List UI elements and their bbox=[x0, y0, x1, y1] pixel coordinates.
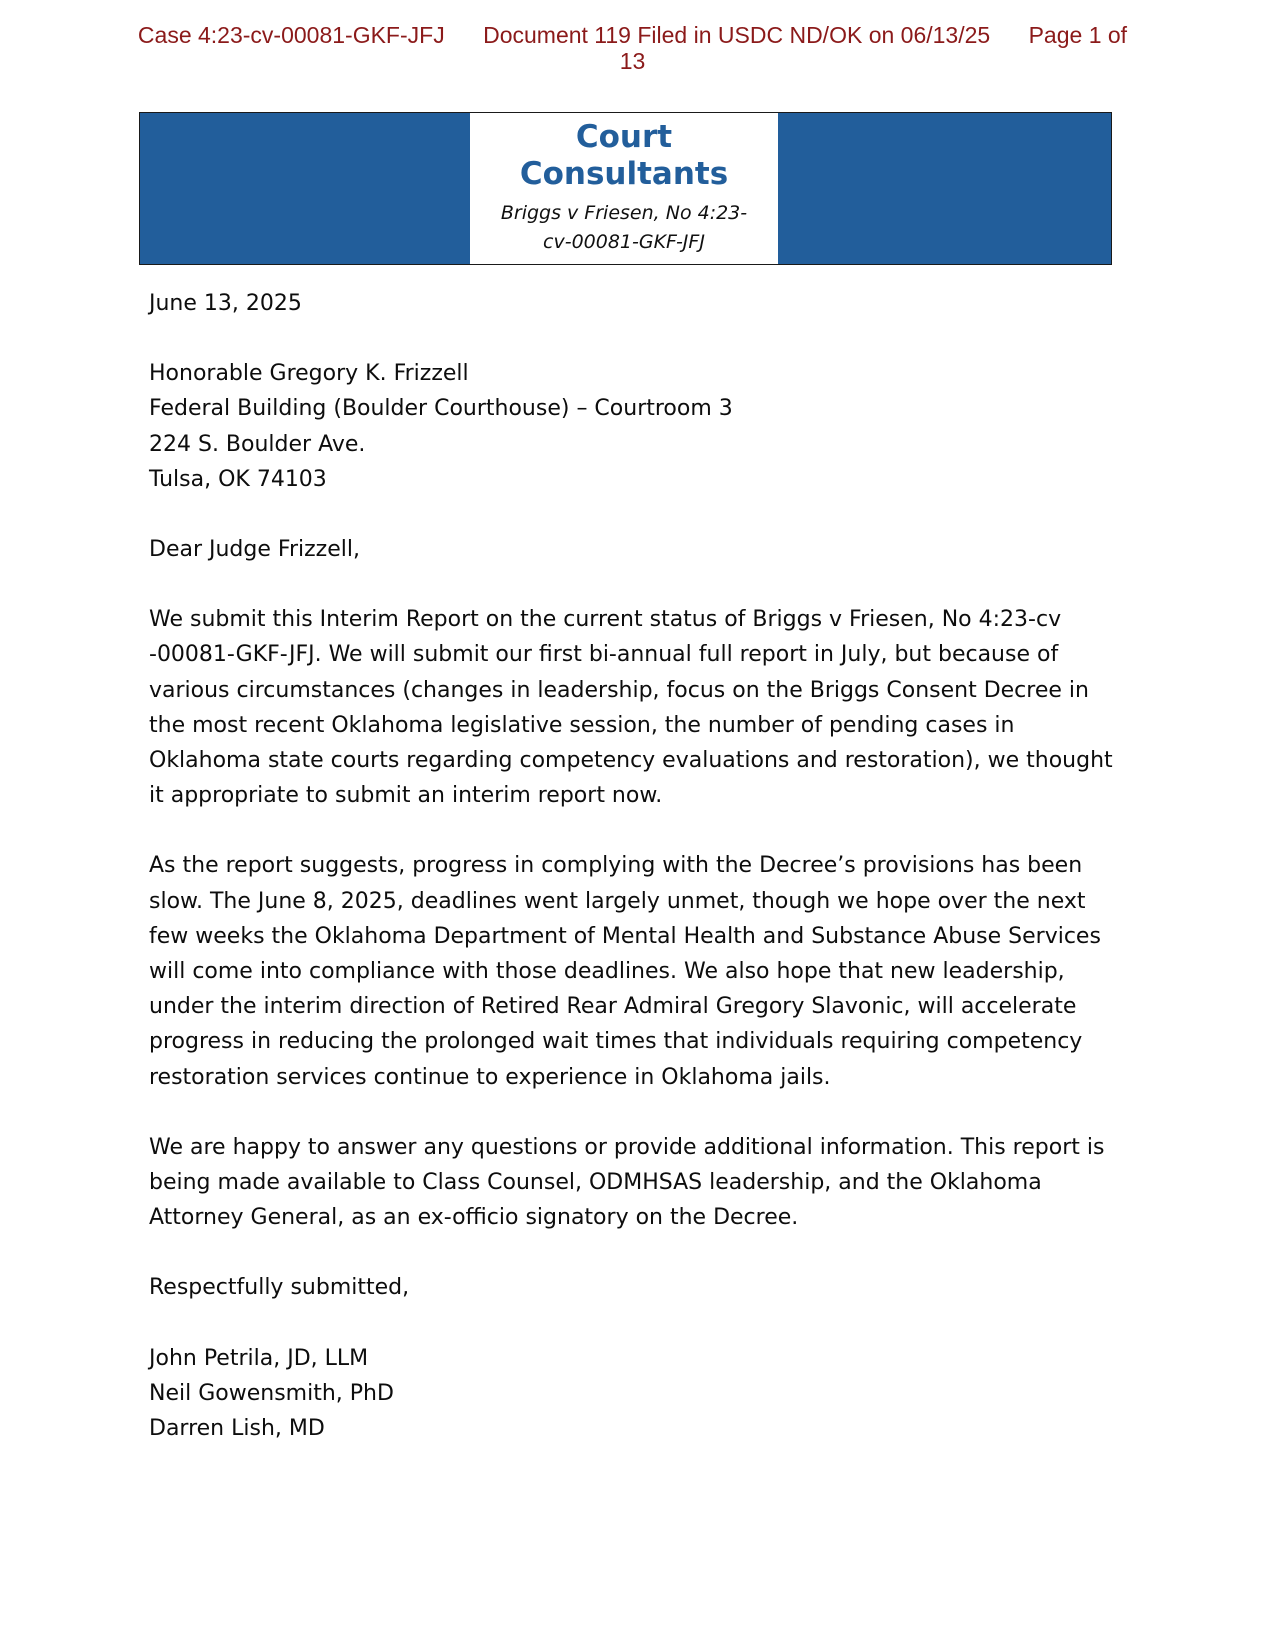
filing-header bbox=[0, 22, 1265, 74]
page-indicator: Page 1 of bbox=[1028, 22, 1128, 48]
paragraph-2: As the report suggests, progress in complying with the Decree’s provisions has been slow. The June 8, 2025, deadlines went largely unmet, though we hope over the next few weeks the Oklahoma Department of Mental Health and Substance Abuse Services will come into compliance with those deadlines. We also hope that new leadership, under the interim direction of Retired Rear Admiral Gregory Slavonic, will accelerate progress in reducing the prolonged wait times that individuals requiring competency restoration services continue to experience in Oklahoma jails. bbox=[149, 853, 1101, 1090]
signatory-1: John Petrila, JD, LLM bbox=[149, 1345, 369, 1371]
page-total: 13 bbox=[619, 48, 646, 74]
recipient-city: Tulsa, OK 74103 bbox=[149, 466, 327, 492]
signatory-3: Darren Lish, MD bbox=[149, 1416, 325, 1442]
signatory-2: Neil Gowensmith, PhD bbox=[149, 1380, 394, 1406]
paragraph-3: We are happy to answer any questions or provide additional information. This report is being made available to Class Counsel, ODMHSAS leadership, and the Oklahoma Attorney General, as an ex-officio signatory on the Decree. bbox=[149, 1134, 1105, 1231]
letterhead-banner bbox=[139, 112, 1112, 265]
filing-header-row bbox=[0, 22, 1265, 48]
letterhead-center-panel bbox=[470, 113, 778, 264]
document-filed-info: Document 119 Filed in USDC ND/OK on 06/13/25 bbox=[483, 22, 991, 48]
recipient-street: 224 S. Boulder Ave. bbox=[149, 431, 366, 457]
closing: Respectfully submitted, bbox=[149, 1275, 410, 1301]
paragraph-1: We submit this Interim Report on the current status of Briggs v Friesen, No 4:23-cv -00081-GKF-JFJ. We will submit our first bi-annual full report in July, but because of various circumstances (changes in leadership, focus on the Briggs Consent Decree in the most recent Oklahoma legislative session, the number of pending cases in Oklahoma state courts regarding competency evaluations and restoration), we thought it appropriate to submit an interim report now. bbox=[149, 607, 1113, 809]
recipient-name: Honorable Gregory K. Frizzell bbox=[149, 361, 469, 387]
letter-body bbox=[149, 286, 1124, 1481]
salutation: Dear Judge Frizzell, bbox=[149, 537, 360, 563]
brand-line-2: Consultants bbox=[519, 156, 729, 192]
signatories bbox=[149, 1341, 1124, 1447]
recipient-address bbox=[149, 356, 1124, 497]
brand-logo bbox=[470, 119, 778, 193]
brand-line-1: Court bbox=[575, 119, 673, 155]
recipient-building: Federal Building (Boulder Courthouse) – Courtroom 3 bbox=[149, 396, 733, 422]
banner-case-caption: Briggs v Friesen, No 4:23-cv-00081-GKF-JFJ bbox=[500, 202, 748, 253]
case-number: Case 4:23-cv-00081-GKF-JFJ bbox=[137, 22, 445, 48]
letter-date: June 13, 2025 bbox=[149, 291, 302, 316]
